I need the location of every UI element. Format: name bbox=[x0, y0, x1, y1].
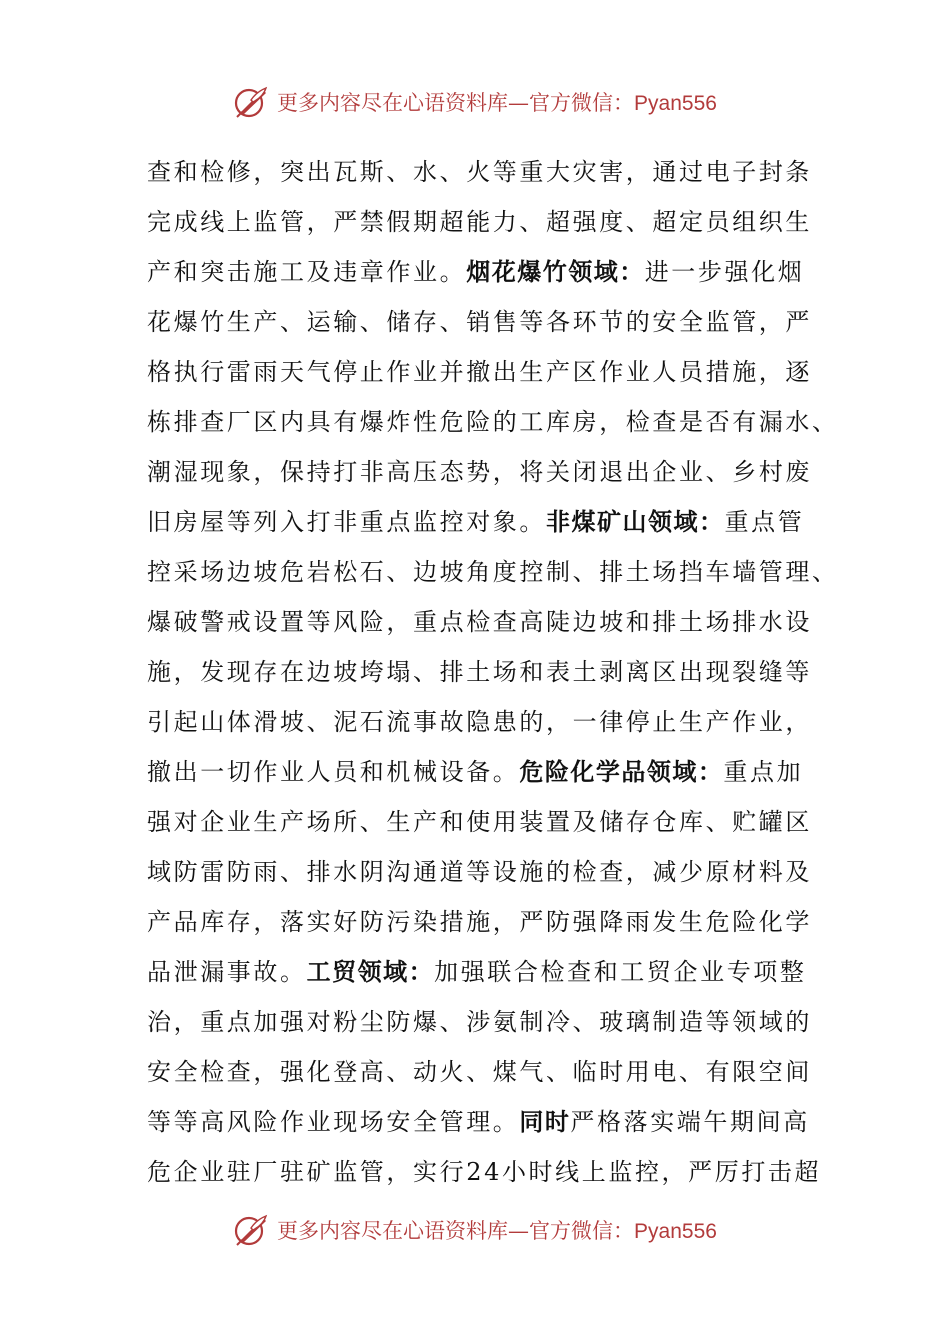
pen-feather-logo-icon bbox=[233, 1212, 269, 1248]
text-line bbox=[147, 447, 812, 497]
text-line bbox=[147, 247, 807, 297]
line-text: 产品库存，落实好防污染措施，严防强降雨发生危险化学 bbox=[147, 908, 812, 936]
line-text: 安全检查，强化登高、动火、煤气、临时用电、有限空间 bbox=[147, 1058, 812, 1086]
line-text: 爆破警戒设置等风险，重点检查高陡边坡和排土场排水设 bbox=[147, 608, 812, 636]
line-text: 完成线上监管，严禁假期超能力、超强度、超定员组织生 bbox=[147, 208, 812, 236]
text-line bbox=[147, 697, 812, 747]
section-heading: 非煤矿山领域： bbox=[546, 508, 725, 536]
page-footer-banner bbox=[0, 1210, 950, 1250]
line-text: 查和检修，突出瓦斯、水、火等重大灾害，通过电子封条 bbox=[147, 158, 812, 186]
line-text: 危企业驻厂驻矿监管，实行24小时线上监控，严厉打击超 bbox=[147, 1158, 822, 1186]
section-heading: 工贸领域： bbox=[306, 958, 435, 986]
section-heading: 危险化学品领域： bbox=[519, 758, 724, 786]
text-line bbox=[147, 847, 812, 897]
line-text: 格执行雷雨天气停止作业并撤出生产区作业人员措施，逐 bbox=[147, 358, 812, 386]
footer-text-cn: 更多内容尽在心语资料库—官方微信： bbox=[277, 1219, 635, 1243]
pen-feather-logo-icon bbox=[233, 84, 269, 120]
line-text-continued: 重点管 bbox=[724, 508, 805, 536]
line-text: 栋排查厂区内具有爆炸性危险的工库房，检查是否有漏水、 bbox=[147, 408, 839, 436]
line-text: 产和突击施工及违章作业。 bbox=[147, 258, 467, 286]
line-text-continued: 进一步强化烟 bbox=[644, 258, 805, 286]
text-line bbox=[147, 997, 812, 1047]
text-line bbox=[147, 1147, 822, 1197]
page-header-banner bbox=[0, 82, 950, 122]
line-text: 品泄漏事故。 bbox=[147, 958, 307, 986]
line-text-continued: 严格落实端午期间高 bbox=[570, 1108, 810, 1136]
line-text: 撤出一切作业人员和机械设备。 bbox=[147, 758, 520, 786]
line-text-continued: 重点加 bbox=[723, 758, 804, 786]
text-line bbox=[147, 347, 812, 397]
text-line bbox=[147, 1047, 812, 1097]
text-line bbox=[147, 297, 812, 347]
line-text: 域防雷防雨、排水阴沟通道等设施的检查，减少原材料及 bbox=[147, 858, 812, 886]
text-line bbox=[147, 197, 812, 247]
header-text-cn: 更多内容尽在心语资料库—官方微信： bbox=[277, 91, 635, 115]
line-text: 旧房屋等列入打非重点监控对象。 bbox=[147, 508, 546, 536]
text-line bbox=[147, 547, 839, 597]
text-line bbox=[147, 897, 812, 947]
section-heading: 同时 bbox=[519, 1108, 571, 1136]
line-text-continued: 加强联合检查和工贸企业专项整 bbox=[434, 958, 807, 986]
text-line bbox=[147, 947, 807, 997]
line-text: 控采场边坡危岩松石、边坡角度控制、排土场挡车墙管理、 bbox=[147, 558, 839, 586]
text-line bbox=[147, 797, 812, 847]
text-line bbox=[147, 497, 807, 547]
header-text bbox=[277, 87, 717, 117]
footer-text-wechat-id: Pyan556 bbox=[634, 1220, 717, 1243]
line-text: 潮湿现象，保持打非高压态势，将关闭退出企业、乡村废 bbox=[147, 458, 812, 486]
line-text: 强对企业生产场所、生产和使用装置及储存仓库、贮罐区 bbox=[147, 808, 812, 836]
text-line bbox=[147, 597, 812, 647]
text-line bbox=[147, 747, 807, 797]
text-line bbox=[147, 647, 812, 697]
line-text: 治，重点加强对粉尘防爆、涉氨制冷、玻璃制造等领域的 bbox=[147, 1008, 812, 1036]
header-text-wechat-id: Pyan556 bbox=[634, 92, 717, 115]
text-line bbox=[147, 397, 839, 447]
line-text: 施，发现存在边坡垮塌、排土场和表土剥离区出现裂缝等 bbox=[147, 658, 812, 686]
text-line bbox=[147, 1097, 810, 1147]
section-heading: 烟花爆竹领域： bbox=[466, 258, 645, 286]
line-text: 等等高风险作业现场安全管理。 bbox=[147, 1108, 520, 1136]
document-body bbox=[147, 147, 839, 1197]
footer-text bbox=[277, 1215, 717, 1245]
text-line bbox=[147, 147, 812, 197]
line-text: 引起山体滑坡、泥石流事故隐患的，一律停止生产作业， bbox=[147, 708, 812, 736]
line-text: 花爆竹生产、运输、储存、销售等各环节的安全监管，严 bbox=[147, 308, 812, 336]
